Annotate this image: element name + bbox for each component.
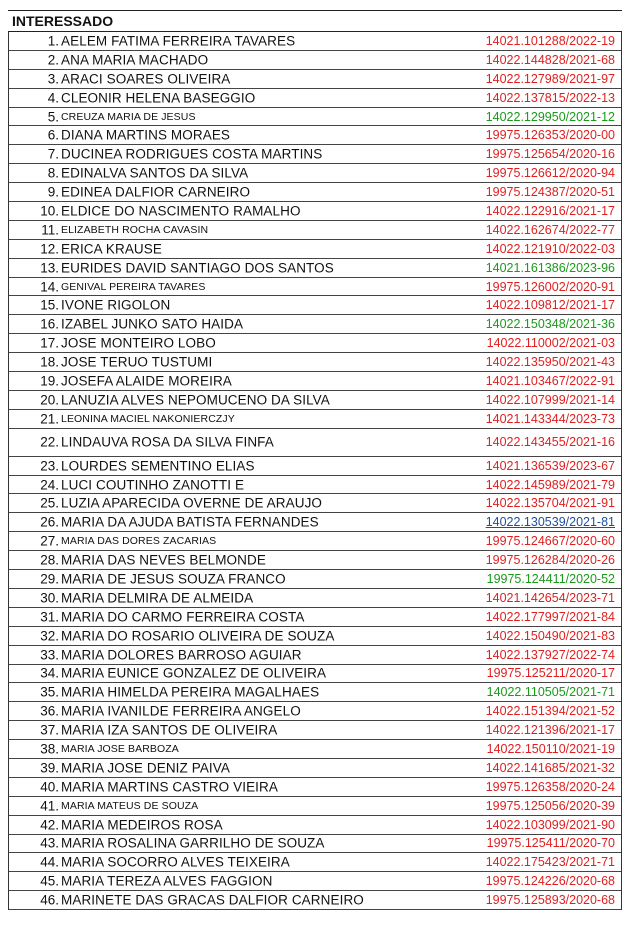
table-row (9, 70, 621, 89)
row-number: 6. (47, 127, 59, 143)
table-row (9, 627, 621, 646)
interessado-name: MARIA IVANILDE FERREIRA ANGELO (61, 703, 301, 719)
interessado-name: LANUZIA ALVES NEPOMUCENO DA SILVA (61, 392, 330, 408)
table-heading: INTERESSADO (8, 10, 622, 32)
table-row (9, 797, 621, 816)
process-number: 19975.124226/2020-68 (485, 874, 615, 889)
interessado-name: LUZIA APARECIDA OVERNE DE ARAUJO (61, 495, 323, 511)
interessado-name: ARACI SOARES OLIVEIRA (61, 71, 231, 87)
interessado-name: GENIVAL PEREIRA TAVARES (61, 280, 206, 293)
row-number: 33. (40, 647, 59, 663)
process-number: 14021.143344/2023-73 (485, 411, 615, 426)
table-row (9, 240, 621, 259)
table-row (9, 835, 621, 854)
process-number: 14022.150348/2021-36 (485, 317, 615, 332)
process-number: 14022.129950/2021-12 (485, 109, 615, 124)
row-number: 20. (40, 392, 59, 408)
table-row (9, 334, 621, 353)
row-number: 34. (40, 665, 59, 681)
table-row (9, 108, 621, 127)
interessado-name: MARIA IZA SANTOS DE OLIVEIRA (61, 722, 278, 738)
interessado-name: MARIA DAS NEVES BELMONDE (61, 552, 266, 568)
table-row (9, 589, 621, 608)
table-row (9, 872, 621, 891)
interessado-name: MARIA MATEUS DE SOUZA (61, 799, 199, 812)
table-row (9, 513, 621, 532)
process-number: 14022.144828/2021-68 (485, 52, 615, 67)
process-number: 14022.145989/2021-79 (485, 477, 615, 492)
row-number: 26. (40, 514, 59, 530)
row-number: 15. (40, 297, 59, 313)
process-number-link[interactable]: 14022.130539/2021-81 (485, 515, 615, 530)
interessado-name: MARIA DAS DORES ZACARIAS (61, 535, 217, 548)
table-row (9, 315, 621, 334)
table-row (9, 296, 621, 315)
interessado-name: MARIA DA AJUDA BATISTA FERNANDES (61, 514, 319, 530)
interessado-name: LOURDES SEMENTINO ELIAS (61, 458, 255, 474)
process-number: 19975.126358/2020-24 (485, 779, 615, 794)
row-number: 22. (40, 434, 59, 450)
interessado-name: MARIA MEDEIROS ROSA (61, 817, 223, 833)
row-number: 35. (40, 684, 59, 700)
process-number: 14022.121396/2021-17 (485, 723, 615, 738)
process-number: 14021.142654/2023-71 (485, 590, 615, 605)
table-row (9, 410, 621, 429)
interessado-name: IZABEL JUNKO SATO HAIDA (61, 316, 244, 332)
process-number: 14022.137815/2022-13 (485, 90, 615, 105)
row-number: 38. (40, 741, 59, 757)
interessado-name: MARIA ROSALINA GARRILHO DE SOUZA (61, 835, 325, 851)
table-row (9, 457, 621, 476)
row-number: 31. (40, 609, 59, 625)
interessado-name: MARINETE DAS GRACAS DALFIOR CARNEIRO (61, 892, 364, 908)
table-row (9, 608, 621, 627)
interessado-name: MARIA DOLORES BARROSO AGUIAR (61, 647, 302, 663)
interessado-name: LINDAUVA ROSA DA SILVA FINFA (61, 434, 274, 450)
table-row (9, 391, 621, 410)
row-number: 41. (40, 798, 59, 814)
interessado-name: MARIA JOSE DENIZ PAIVA (61, 760, 230, 776)
table-row (9, 353, 621, 372)
process-number: 19975.125411/2020-70 (486, 836, 615, 851)
process-number: 19975.126353/2020-00 (485, 128, 615, 143)
process-number: 14022.103099/2021-90 (485, 817, 615, 832)
row-number: 7. (47, 146, 59, 162)
process-number: 14021.136539/2023-67 (485, 458, 615, 473)
row-number: 17. (40, 335, 59, 351)
table-row (9, 145, 621, 164)
process-number: 14021.101288/2022-19 (485, 33, 615, 48)
row-number: 2. (47, 52, 59, 68)
row-number: 39. (40, 760, 59, 776)
process-number: 14022.135950/2021-43 (485, 355, 615, 370)
interessado-name: AELEM FATIMA FERREIRA TAVARES (61, 33, 296, 49)
table-row (9, 683, 621, 702)
row-number: 12. (40, 241, 59, 257)
interessado-name: LEONINA MACIEL NAKONIERCZJY (61, 412, 235, 425)
process-number: 14022.107999/2021-14 (485, 392, 615, 407)
process-number: 19975.125211/2020-17 (486, 666, 615, 681)
table-row (9, 494, 621, 513)
process-number: 14022.141685/2021-32 (485, 760, 615, 775)
process-number: 19975.125893/2020-68 (485, 893, 615, 908)
process-number: 19975.125654/2020-16 (485, 147, 615, 162)
row-number: 30. (40, 590, 59, 606)
table-row (9, 372, 621, 391)
table-row (9, 891, 621, 910)
interessado-name: JOSEFA ALAIDE MOREIRA (61, 373, 232, 389)
process-number: 14022.151394/2021-52 (485, 704, 615, 719)
row-number: 8. (47, 165, 59, 181)
process-number: 19975.126612/2020-94 (485, 166, 615, 181)
interessado-name: MARIA EUNICE GONZALEZ DE OLIVEIRA (61, 665, 327, 681)
table-row (9, 183, 621, 202)
row-number: 9. (47, 184, 59, 200)
row-number: 45. (40, 873, 59, 889)
process-number: 14021.103467/2022-91 (485, 373, 615, 388)
interessado-name: MARIA JOSE BARBOZA (61, 743, 179, 755)
table-row (9, 646, 621, 665)
table-row (9, 89, 621, 108)
table-row (9, 259, 621, 278)
process-number: 14021.161386/2023-96 (485, 260, 615, 275)
table-row (9, 126, 621, 145)
row-number: 1. (47, 33, 59, 49)
interessado-name: ELDICE DO NASCIMENTO RAMALHO (61, 203, 301, 219)
row-number: 14. (40, 279, 59, 295)
interessado-name: IVONE RIGOLON (61, 297, 171, 313)
process-number: 19975.126284/2020-26 (485, 553, 615, 568)
row-number: 43. (40, 835, 59, 851)
interessado-name: JOSE MONTEIRO LOBO (61, 335, 216, 351)
table-row (9, 721, 621, 740)
process-number: 14022.162674/2022-77 (485, 222, 615, 237)
row-number: 16. (40, 316, 59, 332)
row-number: 18. (40, 354, 59, 370)
interessado-name: MARIA TEREZA ALVES FAGGION (61, 873, 273, 889)
row-number: 32. (40, 628, 59, 644)
row-number: 10. (40, 203, 59, 219)
interessado-name: CREUZA MARIA DE JESUS (61, 110, 196, 123)
row-number: 24. (40, 477, 59, 493)
row-number: 19. (40, 373, 59, 389)
process-number: 14022.150490/2021-83 (485, 628, 615, 643)
process-number: 14022.175423/2021-71 (485, 855, 615, 870)
interessado-name: EURIDES DAVID SANTIAGO DOS SANTOS (61, 260, 334, 276)
interessado-name: ERICA KRAUSE (61, 241, 162, 257)
interessado-name: MARIA MARTINS CASTRO VIEIRA (61, 779, 278, 795)
interessado-name: EDINEA DALFIOR CARNEIRO (61, 184, 251, 200)
row-number: 21. (40, 411, 59, 427)
row-number: 44. (40, 854, 59, 870)
row-number: 46. (40, 892, 59, 908)
process-number: 19975.124387/2020-51 (485, 185, 615, 200)
process-number: 14022.137927/2022-74 (485, 647, 615, 662)
table-row (9, 476, 621, 495)
process-number: 14022.109812/2021-17 (485, 298, 615, 313)
interessado-name: MARIA SOCORRO ALVES TEIXEIRA (61, 854, 290, 870)
row-number: 40. (40, 779, 59, 795)
table-row (9, 164, 621, 183)
interessado-name: DUCINEA RODRIGUES COSTA MARTINS (61, 146, 323, 162)
process-number: 14022.121910/2022-03 (485, 241, 615, 256)
process-number: 19975.125056/2020-39 (485, 798, 615, 813)
row-number: 4. (47, 90, 59, 106)
table-row (9, 816, 621, 835)
table-row (9, 853, 621, 872)
table-row (9, 740, 621, 759)
interessado-name: ANA MARIA MACHADO (61, 52, 209, 68)
row-number: 36. (40, 703, 59, 719)
table-row (9, 202, 621, 221)
table-body (8, 32, 622, 910)
process-number: 14022.177997/2021-84 (485, 609, 615, 624)
process-number: 14022.110505/2021-71 (486, 685, 615, 700)
row-number: 28. (40, 552, 59, 568)
row-number: 23. (40, 458, 59, 474)
table-row (9, 551, 621, 570)
interessado-name: EDINALVA SANTOS DA SILVA (61, 165, 249, 181)
table-row (9, 51, 621, 70)
row-number: 42. (40, 817, 59, 833)
process-number: 14022.150110/2021-19 (486, 742, 615, 756)
table-row (9, 221, 621, 240)
interessado-name: MARIA DE JESUS SOUZA FRANCO (61, 571, 286, 587)
interessado-name: MARIA DO ROSARIO OLIVEIRA DE SOUZA (61, 628, 335, 644)
interessados-table (8, 10, 622, 910)
interessado-name: DIANA MARTINS MORAES (61, 127, 231, 143)
table-row (9, 429, 621, 457)
interessado-name: LUCI COUTINHO ZANOTTI E (61, 477, 245, 493)
row-number: 27. (40, 533, 59, 549)
interessado-name: ELIZABETH ROCHA CAVASIN (61, 223, 209, 236)
table-row (9, 570, 621, 589)
row-number: 29. (40, 571, 59, 587)
process-number: 19975.124411/2020-52 (486, 571, 615, 586)
interessado-name: MARIA DELMIRA DE ALMEIDA (61, 590, 254, 606)
process-number: 14022.135704/2021-91 (485, 496, 615, 511)
process-number: 19975.124667/2020-60 (485, 534, 615, 549)
table-row (9, 278, 621, 297)
row-number: 13. (40, 260, 59, 276)
table-row (9, 665, 621, 684)
table-row (9, 532, 621, 551)
interessado-name: JOSE TERUO TUSTUMI (61, 354, 213, 370)
table-row (9, 702, 621, 721)
process-number: 14022.122916/2021-17 (485, 203, 615, 218)
interessado-name: MARIA DO CARMO FERREIRA COSTA (61, 609, 305, 625)
table-row (9, 778, 621, 797)
interessado-name: MARIA HIMELDA PEREIRA MAGALHAES (61, 684, 320, 700)
row-number: 37. (40, 722, 59, 738)
process-number: 14022.127989/2021-97 (485, 71, 615, 86)
row-number: 3. (47, 71, 59, 87)
row-number: 5. (47, 109, 59, 124)
table-row (9, 32, 621, 51)
interessado-name: CLEONIR HELENA BASEGGIO (61, 90, 256, 106)
row-number: 11. (41, 222, 59, 238)
table-row (9, 759, 621, 778)
row-number: 25. (40, 495, 59, 511)
process-number: 19975.126002/2020-91 (485, 279, 615, 294)
process-number: 14022.110002/2021-03 (486, 336, 615, 351)
process-number: 14022.143455/2021-16 (485, 435, 615, 450)
